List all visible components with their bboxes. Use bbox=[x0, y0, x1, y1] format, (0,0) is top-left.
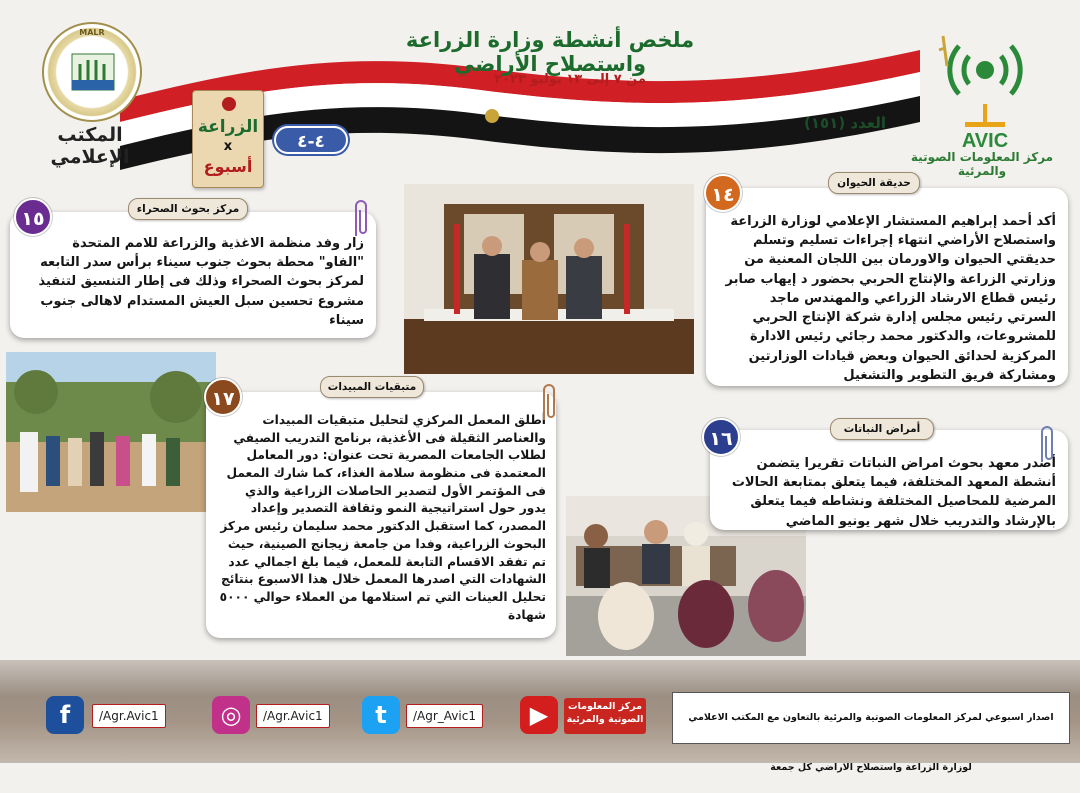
tag-line-2: x bbox=[223, 139, 233, 154]
facebook-handle[interactable]: /Agr.Avic1 bbox=[92, 704, 166, 728]
ministry-logo bbox=[42, 22, 142, 122]
tag-hole-icon bbox=[222, 97, 236, 111]
photo-fao-visit bbox=[6, 352, 216, 512]
news-text: زار وفد منظمة الاغذية والزراعة للامم المتحدة "الفاو" محطة بحوث جنوب سيناء برأس سدر التابعه لمركز بحوث الصحراء وذلك فى إطار التنسيق لتنفيذ مشروع تحسين سبل العيش المستدام لاهالى جنوب سيناء bbox=[38, 236, 364, 328]
facebook-icon[interactable]: f bbox=[46, 696, 84, 734]
news-card-17 bbox=[206, 392, 556, 638]
news-text: أصدر معهد بحوث امراض النباتات تقريرا يتضمن أنشطة المعهد المختلفة، فيما يتعلق بمتابعة الحالات المرضية للمحاصيل المختلفة ونشاطه فيما يتعلق بالإرشاد والتدريب خلال شهر يونيو الماضي bbox=[731, 456, 1056, 529]
news-card-16 bbox=[710, 430, 1068, 530]
avic-logo bbox=[935, 26, 1035, 154]
news-number-badge: ١٧ bbox=[204, 378, 242, 416]
issue-number: العدد (١٥١) bbox=[803, 114, 886, 132]
paperclip-icon bbox=[1036, 422, 1058, 466]
twitter-handle[interactable]: /Agr_Avic1 bbox=[406, 704, 483, 728]
footer-note: اصدار اسبوعي لمركز المعلومات الصوتية والمرئية بالتعاون مع المكتب الاعلامي لوزارة الزراعة واستصلاح الاراضي كل جمعة bbox=[672, 692, 1070, 744]
date-range: من ٧ إلى ١٣ يوليو ٢٠٢٣ bbox=[494, 72, 646, 87]
news-text: أطلق المعمل المركزي لتحليل متبقيات المبيدات والعناصر الثقيلة فى الأغذية، برنامج التدريب الصيفي لطلاب الجامعات المصرية تحت عنوان: دور المعامل المعتمدة فى منظومة سلامة الغذاء، كما شارك المعمل فى المؤتمر الأول لتصدير الحاصلات الزراعية والذي يدور حول استراتيجية النمو وثقافة التصدير وإعداد المصدر، كما استقبل الدكتور محمد سليمان رئيس مركز البحوث الزراعية، وفدا من جامعة زيجانج الصينية، حيث تم تفقد الاقسام التابعة للمعمل، فيما بلغ اجمالي عدد الشهادات التي اصدرها المعمل خلال هذا الاسبوع بنتائج تحليل العينات التي تم استلامها من العملاء حوالي ٥٠٠٠ شهادة bbox=[219, 413, 546, 622]
instagram-handle[interactable]: /Agr.Avic1 bbox=[256, 704, 330, 728]
youtube-icon[interactable]: ▶ bbox=[520, 696, 558, 734]
news-number-badge: ١٦ bbox=[702, 418, 740, 456]
avic-text: AVIC bbox=[961, 130, 1009, 152]
paperclip-icon bbox=[350, 196, 372, 240]
broadcast-icon bbox=[935, 26, 1035, 150]
logo-top-text: MALR bbox=[79, 28, 105, 37]
news-card-15 bbox=[10, 212, 376, 338]
news-label: أمراض النباتات bbox=[830, 418, 934, 440]
photo-zoo-handover bbox=[404, 184, 694, 374]
news-label: متبقيات المبيدات bbox=[320, 376, 424, 398]
page-title: ملخص أنشطة وزارة الزراعة واستصلاح الأراضي bbox=[405, 28, 695, 76]
news-number-badge: ١٤ bbox=[704, 174, 742, 212]
media-office-title: المكتب الإعلامي bbox=[50, 124, 130, 168]
news-number-badge: ١٥ bbox=[14, 198, 52, 236]
agri-week-tag bbox=[192, 90, 264, 188]
tag-line-1: الزراعة bbox=[197, 117, 259, 137]
paperclip-icon bbox=[538, 380, 560, 424]
instagram-icon[interactable]: ◎ bbox=[212, 696, 250, 734]
news-text: أكد أحمد إبراهيم المستشار الإعلامي لوزارة الزراعة واستصلاح الأراضي انتهاء إجراءات تسليم وتسلم حديقتي الحيوان والاورمان بين اللجان المعنية من وزارتي الزراعة والإنتاج الحربي بحضور د إيهاب صابر رئيس قطاع الارشاد الزراعي والمهندس ماجد السرتي رئيس مجلس إدارة شركة الإنتاج الحربي للمشروعات، والدكتور محمد رجائي رئيس الادارة المركزية لحدائق الحيوان وبعض قيادات الوزارتين ومشاركة فريق التطوير والتشغيل bbox=[725, 214, 1056, 383]
twitter-icon[interactable]: t bbox=[362, 696, 400, 734]
eagle-emblem-icon bbox=[485, 109, 499, 123]
tag-line-3: أسبوع bbox=[203, 157, 253, 176]
avic-caption: مركز المعلومات الصوتية والمرئية bbox=[910, 150, 1054, 178]
news-card-14 bbox=[706, 188, 1068, 386]
news-label: مركز بحوث الصحراء bbox=[128, 198, 248, 220]
youtube-label[interactable]: مركز المعلومات الصوتية والمرئية bbox=[564, 698, 646, 734]
news-label: حديقة الحيوان bbox=[828, 172, 920, 194]
month-week-badge: ٤-٤ bbox=[274, 126, 348, 154]
wheat-emblem-icon bbox=[68, 50, 118, 94]
